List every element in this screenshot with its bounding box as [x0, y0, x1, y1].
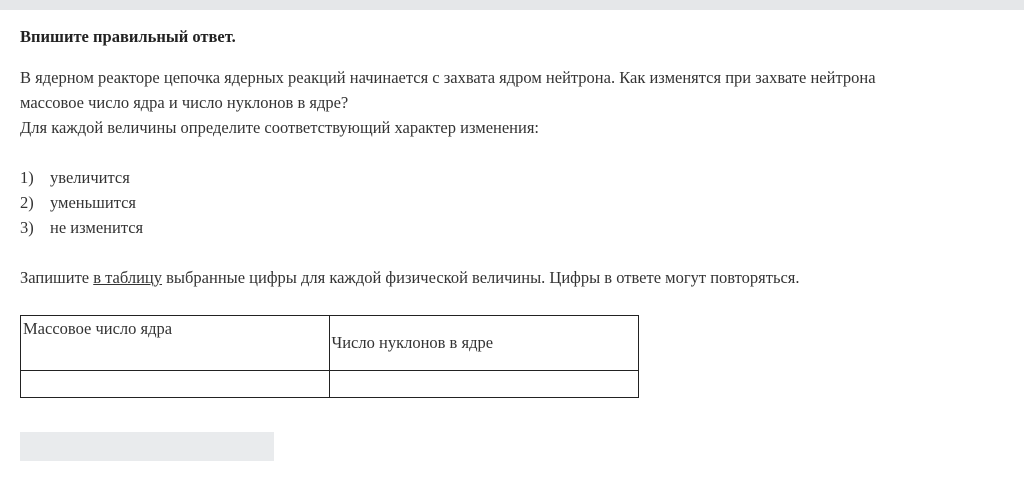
option-item: [20, 165, 143, 190]
table-link[interactable]: в таблицу: [93, 268, 163, 287]
answer-table: [20, 315, 639, 398]
options-list: [20, 165, 143, 240]
question-text: [20, 65, 1000, 140]
answer-input-nucleon-count[interactable]: [330, 371, 639, 397]
submit-button-placeholder[interactable]: [20, 432, 274, 461]
question-line-3: Для каждой величины определите соответствующий характер изменения:: [20, 118, 540, 137]
table-header-row: [21, 316, 639, 371]
option-item: [20, 190, 143, 215]
answer-cell-nucleon-count[interactable]: [329, 371, 639, 398]
top-bar: [0, 0, 1024, 10]
option-number: 2): [20, 193, 34, 212]
answer-cell-mass-number[interactable]: [21, 371, 330, 398]
header-mass-number: Массовое число ядра: [21, 316, 330, 371]
option-text: не изменится: [50, 218, 144, 237]
option-text: уменьшится: [50, 193, 137, 212]
instruction-before: Запишите: [20, 268, 94, 287]
instruction-after: выбранные цифры для каждой физической величины. Цифры в ответе могут повторяться.: [162, 268, 800, 287]
header-nucleon-count: Число нуклонов в ядре: [329, 316, 639, 371]
option-item: [20, 215, 143, 240]
option-number: 1): [20, 168, 34, 187]
question-line-1: В ядерном реакторе цепочка ядерных реакций начинается с захвата ядром нейтрона. Как изменятся при захвате нейтрона: [20, 68, 876, 87]
option-number: 3): [20, 218, 34, 237]
table-answer-row: [21, 371, 639, 398]
answer-input-mass-number[interactable]: [21, 371, 329, 397]
instruction-text: [20, 265, 800, 290]
question-line-2: массовое число ядра и число нуклонов в ядре?: [20, 93, 349, 112]
option-text: увеличится: [50, 168, 130, 187]
task-heading: Впишите правильный ответ.: [20, 27, 236, 46]
